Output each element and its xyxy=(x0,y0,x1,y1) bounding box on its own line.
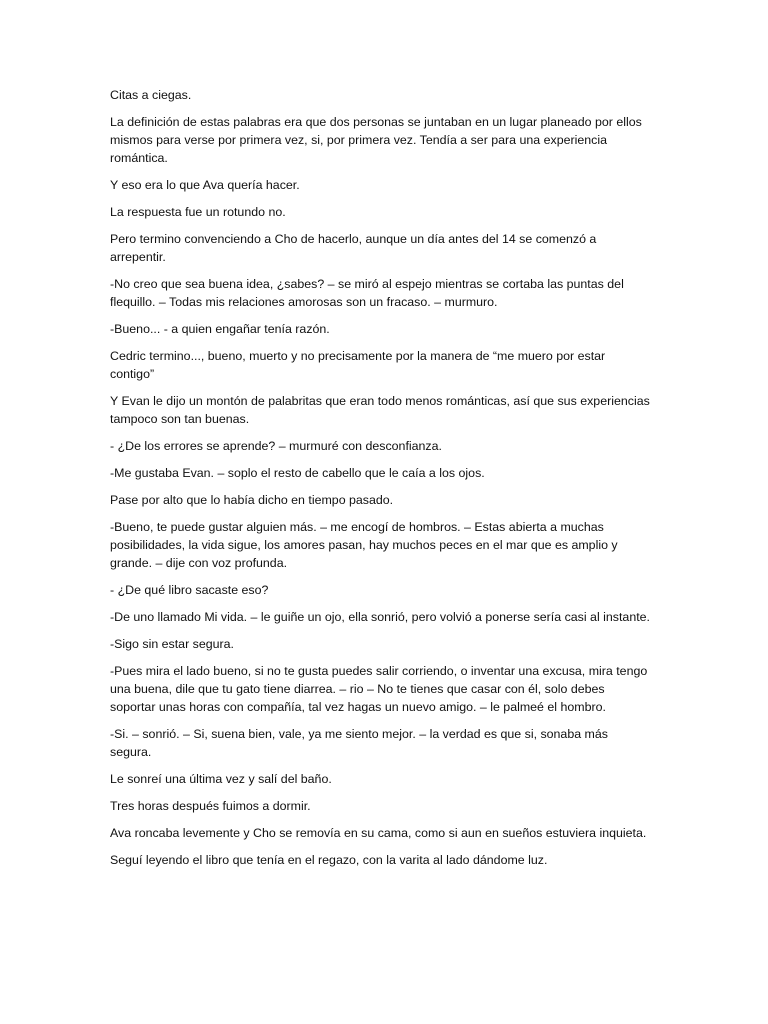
paragraph: Ava roncaba levemente y Cho se removía en su cama, como si aun en sueños estuviera inquieta. xyxy=(110,826,647,840)
paragraph: -Bueno, te puede gustar alguien más. – me encogí de hombros. – Estas abierta a muchas posibilidades, la vida sigue, los amores pasan, hay muchos peces en el mar que es amplio y grande. – dije con voz profunda. xyxy=(110,520,618,570)
paragraph: Le sonreí una última vez y salí del baño. xyxy=(110,772,332,786)
paragraph-title: Citas a ciegas. xyxy=(110,88,192,102)
paragraph: -Bueno... - a quien engañar tenía razón. xyxy=(110,322,330,336)
paragraph: -De uno llamado Mi vida. – le guiñe un ojo, ella sonrió, pero volvió a ponerse sería casi al instante. xyxy=(110,610,650,624)
paragraph: La respuesta fue un rotundo no. xyxy=(110,205,286,219)
paragraph: -No creo que sea buena idea, ¿sabes? – se miró al espejo mientras se cortaba las puntas del flequillo. – Todas mis relaciones amorosas son un fracaso. – murmuro. xyxy=(110,277,624,309)
paragraph: -Sigo sin estar segura. xyxy=(110,637,234,651)
paragraph: -Pues mira el lado bueno, si no te gusta puedes salir corriendo, o inventar una excusa, mira tengo una buena, dile que tu gato tiene diarrea. – rio – No te tienes que casar con él, solo debes soportar unas horas con compañía, tal vez hagas un nuevo amigo. – le palmeé el hombro. xyxy=(110,664,648,714)
paragraph: Y Evan le dijo un montón de palabritas que eran todo menos románticas, así que sus experiencias tampoco son tan buenas. xyxy=(110,394,650,426)
paragraph: La definición de estas palabras era que dos personas se juntaban en un lugar planeado por ellos mismos para verse por primera vez, si, por primera vez. Tendía a ser para una experiencia romántica. xyxy=(110,115,642,165)
paragraph: Cedric termino..., bueno, muerto y no precisamente por la manera de “me muero por estar contigo” xyxy=(110,349,606,381)
paragraph: - ¿De los errores se aprende? – murmuré con desconfianza. xyxy=(110,439,442,453)
paragraph: Tres horas después fuimos a dormir. xyxy=(110,799,311,813)
paragraph: Y eso era lo que Ava quería hacer. xyxy=(110,178,300,192)
paragraph: -Me gustaba Evan. – soplo el resto de cabello que le caía a los ojos. xyxy=(110,466,485,480)
paragraph: Pase por alto que lo había dicho en tiempo pasado. xyxy=(110,493,394,507)
paragraph: -Si. – sonrió. – Si, suena bien, vale, ya me siento mejor. – la verdad es que si, sonaba más segura. xyxy=(110,727,608,759)
paragraph: - ¿De qué libro sacaste eso? xyxy=(110,583,269,597)
paragraph: Pero termino convenciendo a Cho de hacerlo, aunque un día antes del 14 se comenzó a arrepentir. xyxy=(110,232,597,264)
document-page xyxy=(110,86,650,878)
paragraph: Seguí leyendo el libro que tenía en el regazo, con la varita al lado dándome luz. xyxy=(110,853,548,867)
